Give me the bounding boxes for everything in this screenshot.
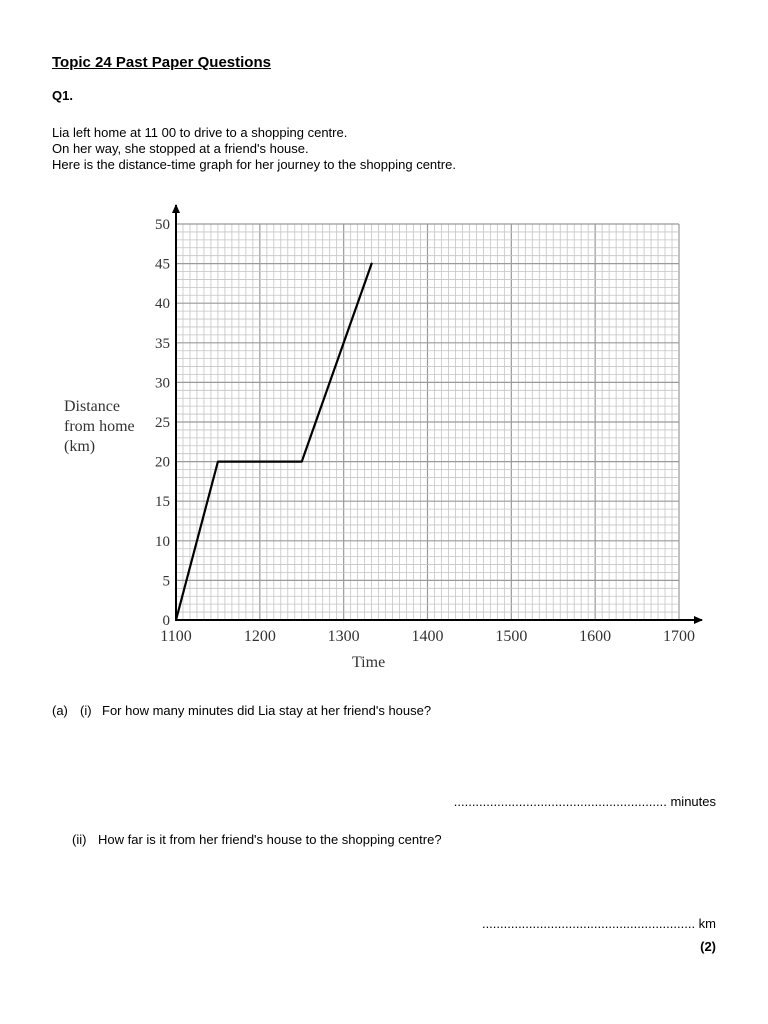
x-tick-label: 1600 [579, 628, 612, 645]
x-tick-label: 1700 [663, 628, 695, 645]
answer-line-minutes[interactable]: ........................................................... minutes [453, 794, 716, 809]
y-tick-label: 0 [162, 613, 170, 629]
y-axis-label-line: (km) [64, 438, 96, 455]
intro-line: Here is the distance-time graph for her journey to the shopping centre. [52, 157, 456, 172]
intro-line: On her way, she stopped at a friend's house. [52, 141, 309, 156]
question-number: Q1. [52, 88, 73, 103]
x-tick-label: 1400 [411, 628, 444, 645]
x-tick-label: 1300 [327, 628, 360, 645]
y-tick-label: 5 [162, 573, 170, 590]
y-tick-label: 35 [155, 335, 170, 352]
y-tick-label: 50 [155, 217, 170, 233]
part-ii-label: (ii) [72, 832, 87, 847]
part-i-label: (i) [80, 703, 92, 718]
question-i-text: For how many minutes did Lia stay at her friend's house? [102, 703, 432, 718]
y-tick-label: 45 [155, 256, 170, 273]
y-tick-label: 15 [155, 494, 170, 511]
page-title: Topic 24 Past Paper Questions [52, 54, 271, 71]
question-ii-text: How far is it from her friend's house to the shopping centre? [98, 832, 442, 847]
x-tick-label: 1100 [160, 628, 192, 645]
chart-grid [176, 224, 679, 620]
intro-line: Lia left home at 11 00 to drive to a shopping centre. [52, 125, 348, 140]
question-intro [52, 125, 456, 173]
x-tick-label: 1500 [495, 628, 528, 645]
answer-line-km[interactable]: ........................................................... km [481, 916, 716, 931]
part-a-label: (a) [52, 703, 68, 718]
y-tick-label: 40 [155, 296, 170, 313]
y-axis-label-line: Distance [64, 398, 120, 415]
distance-time-graph [0, 195, 768, 685]
y-tick-label: 20 [155, 454, 170, 471]
y-tick-label: 25 [155, 415, 170, 431]
y-axis-label-line: from home [64, 418, 135, 435]
x-axis-label: Time [351, 654, 386, 671]
marks-label: (2) [700, 939, 716, 954]
y-tick-label: 30 [155, 375, 170, 392]
question-a-i [52, 703, 431, 718]
y-tick-label: 10 [155, 533, 170, 550]
question-a-ii [72, 832, 442, 847]
x-tick-label: 1200 [243, 628, 276, 645]
